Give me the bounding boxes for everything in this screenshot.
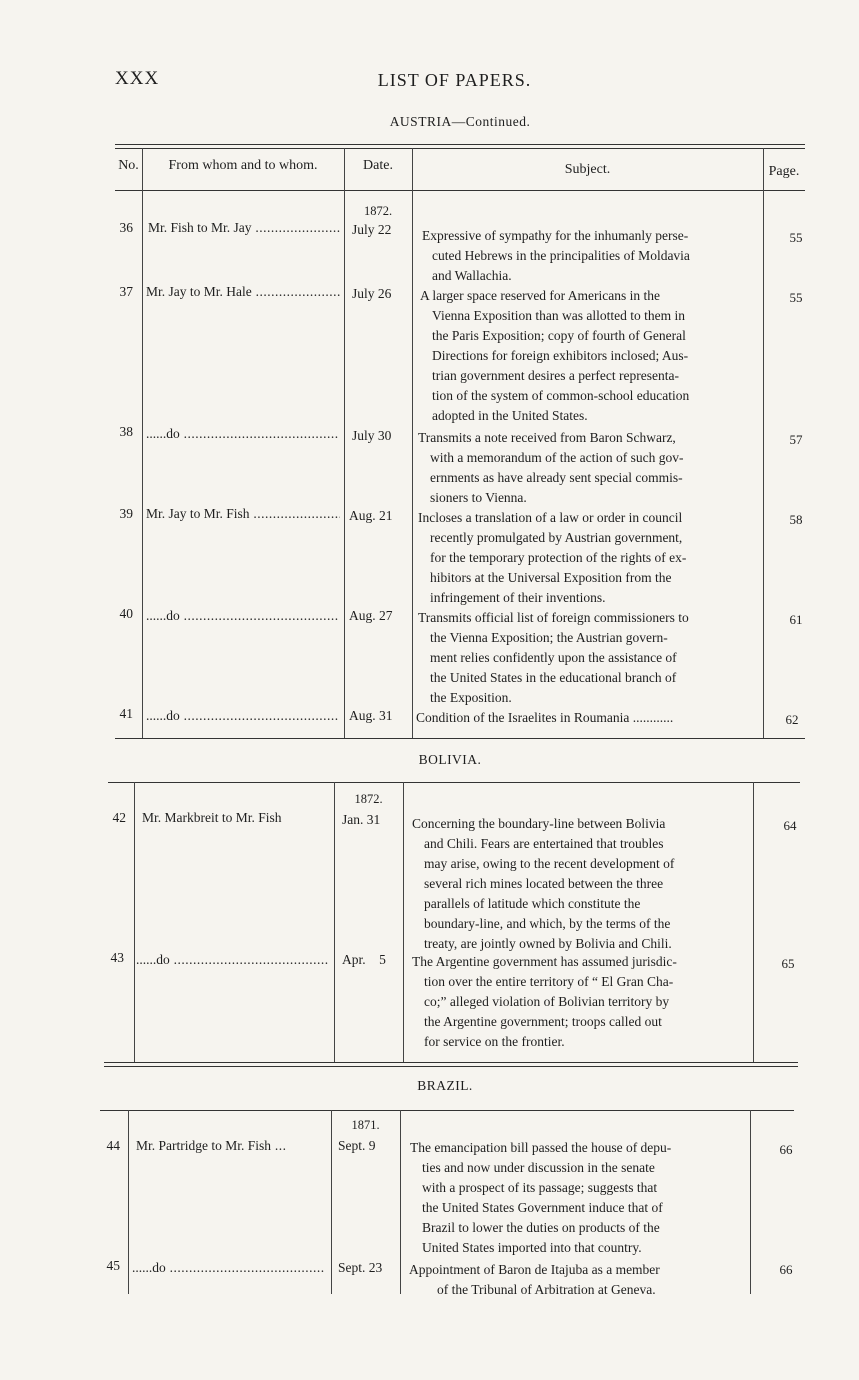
rule xyxy=(100,1110,794,1111)
subject-line: cuted Hebrews in the principalities of Moldavia xyxy=(432,248,690,263)
row-number: 44 xyxy=(106,1138,120,1153)
rule xyxy=(108,782,800,783)
row-page: 66 xyxy=(779,1142,793,1157)
row-number: 39 xyxy=(119,506,133,521)
subject-line: tion of the system of common-school education xyxy=(432,388,690,403)
column-divider xyxy=(128,1110,129,1294)
subject-line: The emancipation bill passed the house of depu- xyxy=(410,1140,672,1155)
header-from-to: From whom and to whom. xyxy=(168,158,318,173)
row-from-to: ......do ..... xyxy=(146,426,340,442)
row-number: 37 xyxy=(119,284,133,299)
subject-line: Incloses a translation of a law or order in council xyxy=(418,510,683,525)
row-page: 55 xyxy=(789,290,803,305)
subject-line: sioners to Vienna. xyxy=(430,490,527,505)
subject-line: Expressive of sympathy for the inhumanly perse- xyxy=(422,228,689,243)
column-divider xyxy=(403,782,404,1062)
column-divider xyxy=(142,148,143,738)
row-number: 45 xyxy=(106,1258,120,1273)
column-divider xyxy=(763,148,764,738)
row-subject xyxy=(412,814,746,954)
subject-line: the Argentine government; troops called out xyxy=(424,1014,662,1029)
rule xyxy=(115,144,805,145)
subject-line: A larger space reserved for Americans in the xyxy=(420,288,661,303)
column-divider xyxy=(344,148,345,738)
column-divider xyxy=(400,1110,401,1294)
subject-line: recently promulgated by Austrian government, xyxy=(430,530,683,545)
subject-line: boundary-line, and which, by the terms of the xyxy=(424,916,671,931)
column-divider xyxy=(331,1110,332,1294)
subject-line: Concerning the boundary-line between Bolivia xyxy=(412,816,666,831)
row-page: 66 xyxy=(779,1262,793,1277)
row-date: Jan. 31 xyxy=(342,812,381,827)
row-from-to: Mr. Markbreit to Mr. Fish xyxy=(142,810,282,825)
subject-line: the United States in the educational branch of xyxy=(430,670,677,685)
row-number: 40 xyxy=(119,606,133,621)
row-number: 42 xyxy=(112,810,126,825)
rule xyxy=(115,738,805,739)
subject-line: for the temporary protection of the rights of ex- xyxy=(430,550,687,565)
subject-line: trian government desires a perfect representa- xyxy=(432,368,680,383)
section-title-bolivia: BOLIVIA. xyxy=(418,752,482,767)
subject-line: and Wallachia. xyxy=(432,268,512,283)
row-subject xyxy=(410,1138,744,1258)
row-from-to: Mr. Fish to Mr. Jay ..... xyxy=(148,220,340,236)
subject-line: co;” alleged violation of Bolivian territory by xyxy=(424,994,670,1009)
subject-line: the Exposition. xyxy=(430,690,512,705)
column-divider xyxy=(134,782,135,1062)
subject-line: Condition of the Israelites in Roumania ............ xyxy=(416,710,674,725)
row-date: Aug. 31 xyxy=(349,708,393,723)
subject-line: Directions for foreign exhibitors inclosed; Aus- xyxy=(432,348,689,363)
row-from-to: ......do ..... xyxy=(146,708,340,724)
row-subject xyxy=(418,608,754,708)
row-from-to: ......do ..... xyxy=(146,608,340,624)
subject-line: United States imported into that country. xyxy=(422,1240,642,1255)
section-title-brazil: BRAZIL. xyxy=(417,1078,473,1093)
row-from-to: ......do ..... xyxy=(136,952,330,968)
row-number: 41 xyxy=(119,706,133,721)
subject-line: treaty, are jointly owned by Bolivia and Chili. xyxy=(424,936,672,951)
row-date: Sept. 23 xyxy=(338,1260,383,1275)
row-subject xyxy=(416,708,756,728)
header-date: Date. xyxy=(363,158,393,173)
subject-line: the Vienna Exposition; the Austrian govern- xyxy=(430,630,668,645)
subject-line: with a prospect of its passage; suggests that xyxy=(422,1180,658,1195)
row-from-to: Mr. Jay to Mr. Fish ..... xyxy=(146,506,340,522)
subject-line: ernments as have already sent special commis- xyxy=(430,470,683,485)
row-date: July 22 xyxy=(352,222,392,237)
year-label: 1872. xyxy=(363,204,393,218)
subject-line: parallels of latitude which constitute the xyxy=(424,896,641,911)
subject-line: with a memorandum of the action of such gov- xyxy=(430,450,684,465)
row-date: Sept. 9 xyxy=(338,1138,376,1153)
row-page: 58 xyxy=(789,512,803,527)
row-subject xyxy=(420,286,754,426)
row-page: 61 xyxy=(789,612,803,627)
header-no: No. xyxy=(118,158,139,173)
subject-line: hibitors at the Universal Exposition from the xyxy=(430,570,672,585)
subject-line: adopted in the United States. xyxy=(432,408,588,423)
row-subject xyxy=(409,1260,743,1300)
subject-line: ties and now under discussion in the senate xyxy=(422,1160,655,1175)
row-number: 38 xyxy=(119,424,133,439)
row-number: 43 xyxy=(110,950,124,965)
row-from-to: Mr. Jay to Mr. Hale ..... xyxy=(146,284,340,300)
year-label: 1871. xyxy=(351,1118,380,1132)
subject-line: of the Tribunal of Arbitration at Geneva. xyxy=(437,1282,656,1297)
row-subject xyxy=(418,428,754,508)
row-date: July 30 xyxy=(352,428,392,443)
row-date: Apr. 5 xyxy=(342,952,386,967)
page-title: LIST OF PAPERS. xyxy=(377,70,532,90)
section-title-austria: AUSTRIA—Continued. xyxy=(389,114,531,129)
rule xyxy=(104,1066,798,1067)
subject-line: the Paris Exposition; copy of fourth of General xyxy=(432,328,686,343)
row-page: 57 xyxy=(789,432,803,447)
subject-line: ment relies confidently upon the assistance of xyxy=(430,650,677,665)
subject-line: the United States Government induce that of xyxy=(422,1200,663,1215)
row-page: 55 xyxy=(789,230,803,245)
row-number: 36 xyxy=(119,220,133,235)
rule xyxy=(104,1062,798,1063)
subject-line: Vienna Exposition than was allotted to them in xyxy=(432,308,686,323)
row-page: 62 xyxy=(785,712,799,727)
row-subject xyxy=(412,952,746,1052)
subject-line: and Chili. Fears are entertained that troubles xyxy=(424,836,664,851)
rule xyxy=(115,148,805,149)
subject-line: Transmits official list of foreign commissioners to xyxy=(418,610,689,625)
rule xyxy=(115,190,805,191)
subject-line: Transmits a note received from Baron Schwarz, xyxy=(418,430,676,445)
row-page: 64 xyxy=(783,818,797,833)
row-from-to: Mr. Partridge to Mr. Fish ... xyxy=(136,1138,287,1153)
subject-line: may arise, owing to the recent development of xyxy=(424,856,675,871)
column-divider xyxy=(334,782,335,1062)
subject-line: Brazil to lower the duties on products of the xyxy=(422,1220,660,1235)
row-date: July 26 xyxy=(352,286,392,301)
row-from-to: ......do ..... xyxy=(132,1260,328,1276)
subject-line: The Argentine government has assumed jurisdic- xyxy=(412,954,677,969)
page-number: XXX xyxy=(115,68,160,89)
subject-line: Appointment of Baron de Itajuba as a member xyxy=(409,1262,660,1277)
row-page: 65 xyxy=(781,956,795,971)
subject-line: tion over the entire territory of “ El Gran Cha- xyxy=(424,974,674,989)
subject-line: infringement of their inventions. xyxy=(430,590,606,605)
subject-line: for service on the frontier. xyxy=(424,1034,565,1049)
column-divider xyxy=(412,148,413,738)
row-date: Aug. 27 xyxy=(349,608,393,623)
year-label: 1872. xyxy=(354,792,383,806)
row-date: Aug. 21 xyxy=(349,508,393,523)
row-subject xyxy=(422,226,754,286)
row-subject xyxy=(418,508,754,608)
header-page: Page. xyxy=(768,164,800,179)
column-divider xyxy=(753,782,754,1062)
header-subject: Subject. xyxy=(564,162,611,177)
column-divider xyxy=(750,1110,751,1294)
subject-line: several rich mines located between the three xyxy=(424,876,664,891)
